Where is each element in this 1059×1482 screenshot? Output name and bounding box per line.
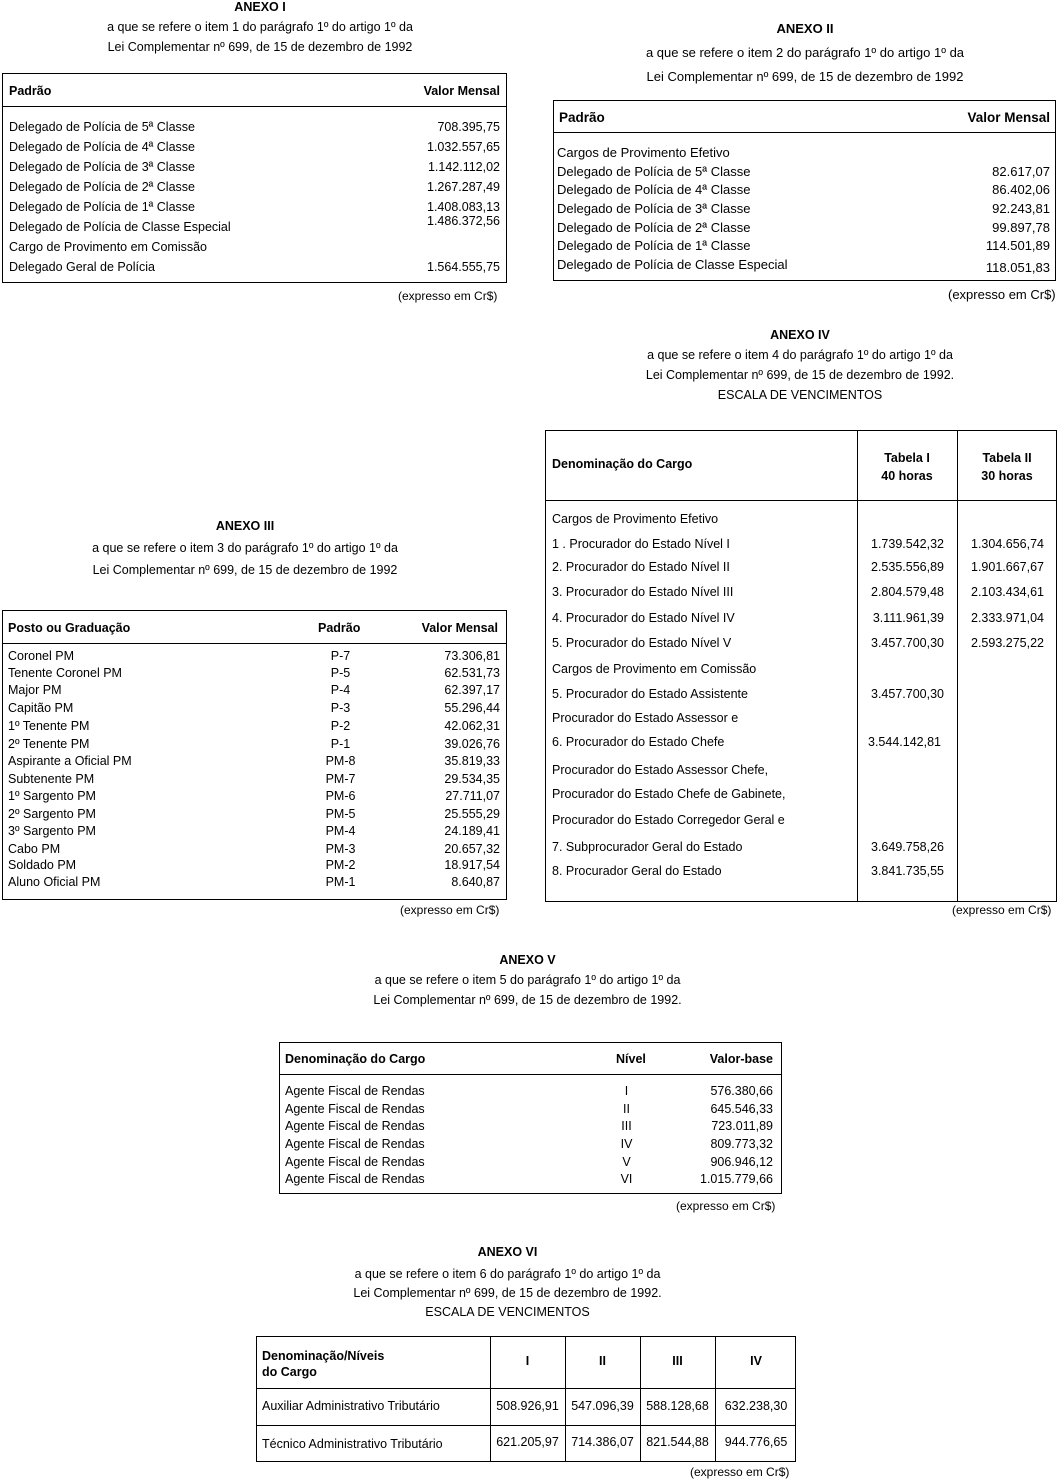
annex4-col-tabela1-name: Tabela I xyxy=(884,451,930,465)
table-row xyxy=(3,822,506,840)
table-row xyxy=(554,237,1055,255)
row-value: 29.534,35 xyxy=(444,772,500,786)
row-value: 1.015.779,66 xyxy=(700,1172,773,1186)
row-label: Delegado de Polícia de Classe Especial xyxy=(557,257,788,272)
annex1-table xyxy=(2,73,507,283)
row-value-1: 621.205,97 xyxy=(496,1435,559,1449)
table-row xyxy=(3,735,506,753)
annex5-law: Lei Complementar nº 699, de 15 de dezembro de 1992. xyxy=(373,993,682,1007)
annex4-reference: a que se refere o item 4 do parágrafo 1º do artigo 1º da xyxy=(647,348,953,362)
annex1-law: Lei Complementar nº 699, de 15 de dezembro de 1992 xyxy=(107,40,413,54)
annex5-col-cargo: Denominação do Cargo xyxy=(285,1052,426,1066)
table-row xyxy=(546,660,1056,678)
annex6-col-level-1: I xyxy=(525,1354,530,1368)
row-label: 3. Procurador do Estado Nível III xyxy=(552,585,734,599)
row-t2: 2.103.434,61 xyxy=(971,585,1044,599)
annex5-table xyxy=(279,1042,782,1194)
annex3-header xyxy=(0,515,490,581)
row-value: 1.408.083,13 xyxy=(427,200,500,214)
row-value: 82.617,07 xyxy=(992,164,1050,179)
annex5-title: ANEXO V xyxy=(499,953,556,967)
row-value: 576.380,66 xyxy=(710,1084,773,1098)
row-label: Cargo de Provimento em Comissão xyxy=(9,240,207,254)
table-row xyxy=(546,709,1056,727)
row-label: Delegado de Polícia de 3ª Classe xyxy=(557,201,751,216)
row-label: 2º Sargento PM xyxy=(8,807,96,821)
row-nivel: V xyxy=(622,1155,631,1169)
row-padrao: P-3 xyxy=(330,701,351,715)
row-label: Delegado de Polícia de 1ª Classe xyxy=(9,200,195,214)
row-value: 86.402,06 xyxy=(992,182,1050,197)
row-label: Agente Fiscal de Rendas xyxy=(285,1119,425,1133)
annex4-header xyxy=(545,325,1055,405)
table-row xyxy=(3,752,506,770)
annex5-header-row xyxy=(280,1050,781,1068)
table-row xyxy=(3,178,506,196)
row-label: Agente Fiscal de Rendas xyxy=(285,1084,425,1098)
row-t1: 1.739.542,32 xyxy=(871,537,944,551)
annex5-col-valor: Valor-base xyxy=(709,1052,773,1066)
table-row xyxy=(280,1100,781,1118)
table-row xyxy=(554,144,1055,162)
annex6-col-level-4: IV xyxy=(750,1354,762,1368)
row-value: 35.819,33 xyxy=(444,754,500,768)
annex3-col-posto: Posto ou Graduação xyxy=(8,621,131,635)
annex3-reference: a que se refere o item 3 do parágrafo 1º do artigo 1º da xyxy=(92,541,398,555)
annex2-col-padrao: Padrão xyxy=(559,110,605,125)
table-row xyxy=(546,785,1056,803)
row-t1: 3.649.758,26 xyxy=(871,840,944,854)
row-nivel: IV xyxy=(620,1137,633,1151)
row-value-1: 508.926,91 xyxy=(496,1399,559,1413)
row-value: 1.486.372,56 xyxy=(427,214,500,228)
annex4-col-cargo: Denominação do Cargo xyxy=(552,457,693,471)
table-row xyxy=(280,1170,781,1188)
row-label: Delegado de Polícia de 5ª Classe xyxy=(9,120,195,134)
row-padrao: P-7 xyxy=(330,649,351,663)
row-label: Delegado de Polícia de 5ª Classe xyxy=(557,164,751,179)
row-value: 1.267.287,49 xyxy=(427,180,500,194)
row-value: 99.897,78 xyxy=(992,220,1050,235)
row-label: Delegado de Polícia de 4ª Classe xyxy=(557,182,751,197)
row-padrao: P-5 xyxy=(330,666,351,680)
row-padrao: PM-6 xyxy=(325,789,356,803)
table-row xyxy=(554,181,1055,199)
row-value: 92.243,81 xyxy=(992,201,1050,216)
annex6-col-cargo xyxy=(262,1348,384,1380)
row-value-3: 821.544,88 xyxy=(646,1435,709,1449)
row-label: Procurador do Estado Corregedor Geral e xyxy=(552,813,785,827)
annex6-table xyxy=(256,1336,796,1462)
row-t1: 3.457.700,30 xyxy=(871,687,944,701)
annex6-currency-note: (expresso em Cr$) xyxy=(690,1465,790,1479)
annex4-scale: ESCALA DE VENCIMENTOS xyxy=(717,388,883,402)
table-row xyxy=(3,158,506,176)
row-label: 2º Tenente PM xyxy=(8,737,90,751)
row-value: 24.189,41 xyxy=(444,824,500,838)
annex1-reference: a que se refere o item 1 do parágrafo 1º do artigo 1º da xyxy=(107,20,413,34)
row-value: 42.062,31 xyxy=(444,719,500,733)
annex4-col-tabela2-name: Tabela II xyxy=(982,451,1032,465)
row-value-3: 588.128,68 xyxy=(646,1399,709,1413)
row-value: 73.306,81 xyxy=(444,649,500,663)
table-row xyxy=(546,761,1056,779)
annex1-currency-note: (expresso em Cr$) xyxy=(398,289,498,303)
row-label: 2. Procurador do Estado Nível II xyxy=(552,560,730,574)
row-value: 1.032.557,65 xyxy=(427,140,500,154)
row-t1: 2.535.556,89 xyxy=(871,560,944,574)
table-row xyxy=(546,733,1056,751)
row-value-2: 547.096,39 xyxy=(571,1399,634,1413)
row-value: 18.917,54 xyxy=(444,858,500,872)
table-row xyxy=(546,583,1056,601)
row-label: Delegado de Polícia de 3ª Classe xyxy=(9,160,195,174)
row-value: 25.555,29 xyxy=(444,807,500,821)
row-label: Procurador do Estado Chefe de Gabinete, xyxy=(552,787,786,801)
row-label: Cabo PM xyxy=(8,842,61,856)
table-row xyxy=(546,811,1056,829)
table-row xyxy=(3,238,506,256)
row-label: Delegado de Polícia de 2ª Classe xyxy=(557,220,751,235)
row-label: Delegado Geral de Polícia xyxy=(9,260,155,274)
row-label: Major PM xyxy=(8,683,62,697)
annex3-currency-note: (expresso em Cr$) xyxy=(400,903,500,917)
table-row xyxy=(554,256,1055,274)
row-padrao: PM-3 xyxy=(325,842,356,856)
table-row xyxy=(554,219,1055,237)
row-padrao: PM-7 xyxy=(325,772,356,786)
table-row xyxy=(3,699,506,717)
annex5-currency-note: (expresso em Cr$) xyxy=(676,1199,776,1213)
row-label: 6. Procurador do Estado Chefe xyxy=(552,735,725,749)
row-value: 723.011,89 xyxy=(711,1119,773,1133)
table-row xyxy=(546,510,1056,528)
row-value: 62.397,17 xyxy=(444,683,500,697)
row-value-4: 632.238,30 xyxy=(724,1399,788,1413)
table-row xyxy=(3,647,506,665)
row-label: 1º Sargento PM xyxy=(8,789,96,803)
annex5-col-nivel: Nível xyxy=(616,1052,646,1066)
row-label: Delegado de Polícia de 1ª Classe xyxy=(557,238,751,253)
table-row xyxy=(3,717,506,735)
row-value: 62.531,73 xyxy=(444,666,500,680)
annex2-header xyxy=(550,17,1059,89)
row-label: Agente Fiscal de Rendas xyxy=(285,1102,425,1116)
table-row xyxy=(3,664,506,682)
row-label: 5. Procurador do Estado Nível V xyxy=(552,636,732,650)
annex6-scale: ESCALA DE VENCIMENTOS xyxy=(425,1305,590,1319)
row-label: 7. Subprocurador Geral do Estado xyxy=(552,840,743,854)
annex6-header xyxy=(250,1243,765,1322)
row-label: Capitão PM xyxy=(8,701,74,715)
table-row xyxy=(554,163,1055,181)
annex2-currency-note: (expresso em Cr$) xyxy=(948,287,1056,302)
table-row xyxy=(554,200,1055,218)
row-value: 39.026,76 xyxy=(444,737,500,751)
annex2-title: ANEXO II xyxy=(776,21,834,36)
annex6-title: ANEXO VI xyxy=(477,1245,538,1259)
table-row xyxy=(3,118,506,136)
annex5-reference: a que se refere o item 5 do parágrafo 1º do artigo 1º da xyxy=(374,973,681,987)
row-label: Delegado de Polícia de Classe Especial xyxy=(9,220,231,234)
row-nivel: VI xyxy=(620,1172,633,1186)
annex6-reference: a que se refere o item 6 do parágrafo 1º do artigo 1º da xyxy=(354,1267,661,1281)
annex2-reference: a que se refere o item 2 do parágrafo 1º do artigo 1º da xyxy=(645,45,965,60)
table-row xyxy=(3,138,506,156)
annex4-col-tabela1 xyxy=(857,449,957,485)
annex2-header-row xyxy=(554,109,1055,127)
row-value: 20.657,32 xyxy=(444,842,500,856)
annex4-title: ANEXO IV xyxy=(770,328,830,342)
row-padrao: PM-5 xyxy=(325,807,356,821)
row-padrao: P-4 xyxy=(330,683,351,697)
row-padrao: PM-8 xyxy=(325,754,356,768)
table-row xyxy=(3,787,506,805)
row-label: Auxiliar Administrativo Tributário xyxy=(262,1399,440,1413)
row-value-4: 944.776,65 xyxy=(724,1435,788,1449)
annex2-col-valor: Valor Mensal xyxy=(967,110,1050,125)
row-label: Aspirante a Oficial PM xyxy=(8,754,132,768)
table-row xyxy=(3,805,506,823)
row-label: Aluno Oficial PM xyxy=(8,875,101,889)
table-row xyxy=(257,1397,795,1415)
annex3-law: Lei Complementar nº 699, de 15 de dezembro de 1992 xyxy=(92,563,398,577)
row-label: Cargos de Provimento Efetivo xyxy=(557,145,730,160)
table-row xyxy=(3,681,506,699)
row-value: 1.142.112,02 xyxy=(427,160,500,174)
annex1-header xyxy=(0,0,520,57)
row-value: 1.564.555,75 xyxy=(427,260,500,274)
row-label: Técnico Administrativo Tributário xyxy=(262,1437,443,1451)
row-label: 8. Procurador Geral do Estado xyxy=(552,864,722,878)
row-value: 906.946,12 xyxy=(710,1155,773,1169)
row-padrao: PM-1 xyxy=(325,875,356,889)
annex6-col-level-3: III xyxy=(672,1354,683,1368)
row-label: Cargos de Provimento Efetivo xyxy=(552,512,719,526)
annex2-table xyxy=(553,100,1056,281)
row-value: 118.051,83 xyxy=(985,260,1050,275)
table-row xyxy=(546,634,1056,652)
row-label: Procurador do Estado Assessor e xyxy=(552,711,739,725)
row-label: 3º Sargento PM xyxy=(8,824,96,838)
row-label: 1 . Procurador do Estado Nível I xyxy=(552,537,730,551)
annex1-header-row xyxy=(3,82,506,100)
row-t2: 2.593.275,22 xyxy=(971,636,1044,650)
row-label: 5. Procurador do Estado Assistente xyxy=(552,687,748,701)
annex3-header-row xyxy=(3,619,506,637)
annex4-col-tabela2-hours: 30 horas xyxy=(981,469,1033,483)
row-value: 708.395,75 xyxy=(437,120,500,134)
annex6-col-level-2: II xyxy=(599,1354,606,1368)
annex1-title: ANEXO I xyxy=(234,0,286,14)
row-label: 4. Procurador do Estado Nível IV xyxy=(552,611,735,625)
annex6-col-cargo-line2: do Cargo xyxy=(262,1365,317,1379)
annex4-law: Lei Complementar nº 699, de 15 de dezembro de 1992. xyxy=(645,368,955,382)
table-row xyxy=(546,609,1056,627)
row-value: 645.546,33 xyxy=(710,1102,773,1116)
table-row xyxy=(3,873,506,891)
row-nivel: II xyxy=(623,1102,630,1116)
row-t2: 1.304.656,74 xyxy=(971,537,1044,551)
table-row xyxy=(280,1117,781,1135)
row-t2: 1.901.667,67 xyxy=(971,560,1044,574)
annex1-col-valor: Valor Mensal xyxy=(423,84,500,98)
row-label: Delegado de Polícia de 4ª Classe xyxy=(9,140,195,154)
table-row xyxy=(3,214,506,236)
row-value: 55.296,44 xyxy=(444,701,500,715)
annex3-table xyxy=(2,610,507,900)
row-nivel: III xyxy=(621,1119,632,1133)
annex4-table xyxy=(545,430,1057,902)
annex3-title: ANEXO III xyxy=(215,519,275,533)
row-value: 8.640,87 xyxy=(451,875,500,889)
row-label: Coronel PM xyxy=(8,649,74,663)
annex1-col-padrao: Padrão xyxy=(9,84,52,98)
row-label: Subtenente PM xyxy=(8,772,95,786)
table-row xyxy=(3,258,506,276)
annex3-col-valor: Valor Mensal xyxy=(421,621,498,635)
table-row xyxy=(3,770,506,788)
row-value: 114.501,89 xyxy=(985,238,1050,253)
row-t1: 3.457.700,30 xyxy=(871,636,944,650)
row-label: 1º Tenente PM xyxy=(8,719,90,733)
row-label: Tenente Coronel PM xyxy=(8,666,122,680)
table-row xyxy=(546,535,1056,553)
table-row xyxy=(546,558,1056,576)
table-row xyxy=(546,862,1056,880)
table-row xyxy=(280,1082,781,1100)
annex2-law: Lei Complementar nº 699, de 15 de dezembro de 1992 xyxy=(646,69,964,84)
annex6-col-cargo-line1: Denominação/Níveis xyxy=(262,1349,385,1363)
row-label: Cargos de Provimento em Comissão xyxy=(552,662,757,676)
table-row xyxy=(280,1135,781,1153)
table-row xyxy=(3,856,506,874)
row-label: Delegado de Polícia de 2ª Classe xyxy=(9,180,195,194)
annex4-currency-note: (expresso em Cr$) xyxy=(952,903,1052,917)
row-padrao: PM-2 xyxy=(325,858,356,872)
row-value-2: 714.386,07 xyxy=(571,1435,634,1449)
row-value: 27.711,07 xyxy=(445,789,500,803)
annex5-header xyxy=(270,950,785,1010)
row-padrao: PM-4 xyxy=(325,824,356,838)
row-label: Agente Fiscal de Rendas xyxy=(285,1155,425,1169)
table-row xyxy=(546,838,1056,856)
row-t2: 2.333.971,04 xyxy=(971,611,1044,625)
row-t1: 2.804.579,48 xyxy=(871,585,944,599)
row-label: Agente Fiscal de Rendas xyxy=(285,1137,425,1151)
row-t1: 3.841.735,55 xyxy=(871,864,944,878)
row-label: Soldado PM xyxy=(8,858,77,872)
row-value: 809.773,32 xyxy=(710,1137,773,1151)
table-row xyxy=(280,1153,781,1171)
annex3-col-padrao: Padrão xyxy=(318,621,361,635)
row-padrao: P-2 xyxy=(330,719,351,733)
row-t1: 3.111.961,39 xyxy=(872,611,944,625)
row-label: Procurador do Estado Assessor Chefe, xyxy=(552,763,769,777)
row-padrao: P-1 xyxy=(330,737,351,751)
annex4-col-tabela1-hours: 40 horas xyxy=(881,469,933,483)
table-row xyxy=(546,685,1056,703)
table-row xyxy=(257,1433,795,1451)
row-label: Agente Fiscal de Rendas xyxy=(285,1172,425,1186)
annex4-col-tabela2 xyxy=(957,449,1057,485)
row-t1: 3.544.142,81 xyxy=(868,735,941,749)
annex6-law: Lei Complementar nº 699, de 15 de dezembro de 1992. xyxy=(353,1286,662,1300)
row-nivel: I xyxy=(624,1084,629,1098)
